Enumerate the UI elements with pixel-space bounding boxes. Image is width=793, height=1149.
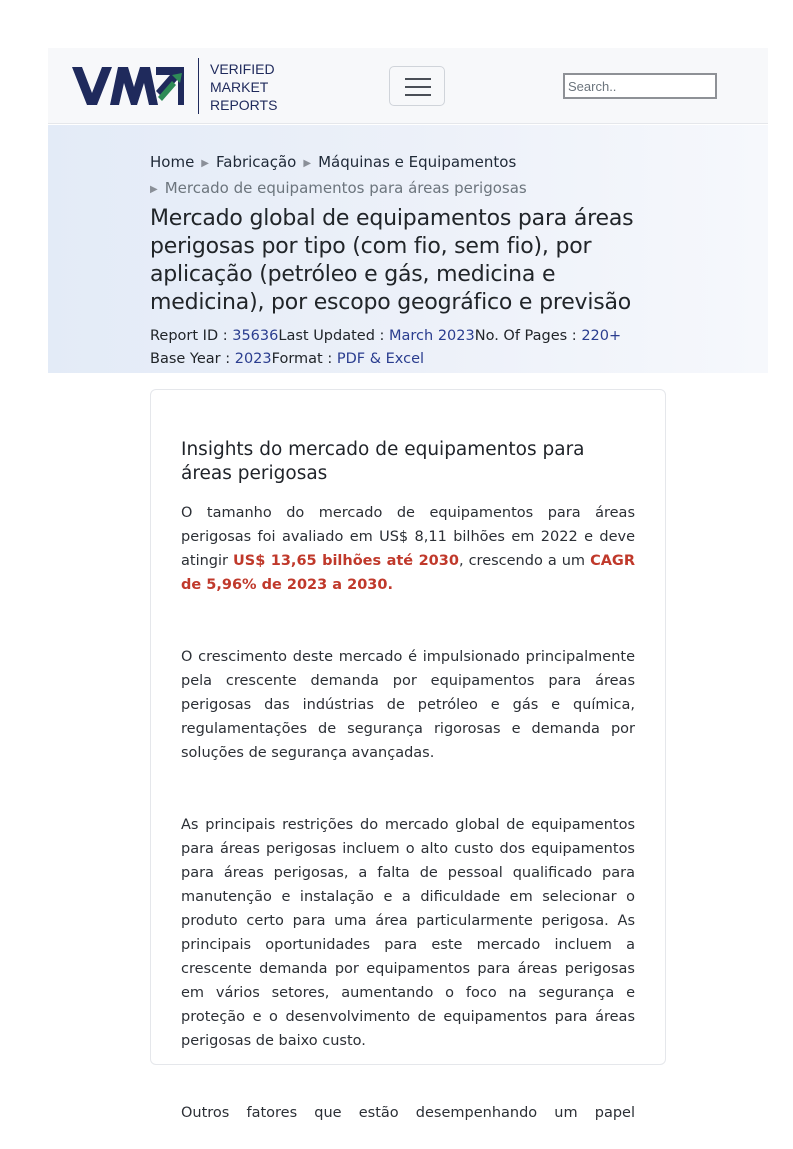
base-year-value: 2023: [234, 351, 272, 367]
report-meta-row-2: [150, 348, 670, 371]
report-meta: [150, 325, 670, 371]
pages-label: No. Of Pages :: [474, 328, 582, 344]
chevron-right-icon: ▶: [201, 158, 209, 169]
logo-word: MARKET: [210, 79, 269, 95]
p1-text-a: O tamanho do mercado de equipamentos para áreas perigosas foi avaliado em US$ 8,11 bilhões em 2022 e deve atingir: [181, 505, 635, 569]
breadcrumb: [150, 150, 670, 202]
chevron-right-icon: ▶: [303, 158, 312, 169]
search-input[interactable]: [563, 73, 717, 99]
vmr-logo-icon: [72, 67, 184, 105]
format-label: Format :: [271, 351, 337, 367]
insights-card: [150, 389, 666, 1121]
logo-word: REPORTS: [210, 97, 278, 113]
logo[interactable]: [72, 58, 184, 114]
p1-highlight-cagr: CAGR de 5,96% de 2023 a 2030.: [181, 553, 635, 593]
last-updated-label: Last Updated :: [278, 328, 390, 344]
hamburger-icon: [405, 86, 431, 88]
hamburger-icon: [405, 78, 431, 80]
report-id-label: Report ID :: [150, 328, 233, 344]
breadcrumb-fabricacao[interactable]: Fabricação: [216, 153, 297, 171]
insights-paragraph-2: O crescimento deste mercado é impulsionado principalmente pela crescente demanda por equipamentos para áreas perigosas das indústrias de petróleo e gás e química, regulamentações de segurança rigorosas e demanda por soluções de segurança avançadas.: [181, 649, 635, 761]
last-updated-value: March 2023: [389, 328, 475, 344]
breadcrumb-home[interactable]: Home: [150, 153, 195, 171]
breadcrumb-current: Mercado de equipamentos para áreas perigosas: [164, 179, 527, 197]
format-value: PDF & Excel: [336, 351, 425, 367]
hamburger-icon: [405, 94, 431, 96]
breadcrumb-maquinas[interactable]: Máquinas e Equipamentos: [318, 153, 517, 171]
pages-value: 220+: [581, 328, 622, 344]
logo-word: VERIFIED: [210, 61, 275, 77]
site-header: [48, 48, 768, 124]
insights-paragraph-3: As principais restrições do mercado global de equipamentos para áreas perigosas incluem o alto custo dos equipamentos para áreas perigosas, a falta de pessoal qualificado para manutenção e instalação e a dificuldade em selecionar o produto certo para uma área particularmente perigosa. As principais oportunidades para este mercado incluem a crescente demanda por equipamentos para áreas perigosas em vários setores, aumentando o foco na segurança e proteção e o desenvolvimento de equipamentos para áreas perigosas de baixo custo.: [181, 817, 635, 1049]
p1-highlight-value: US$ 13,65 bilhões até 2030: [233, 553, 459, 569]
report-meta-row-1: [150, 325, 670, 348]
p1-text-b: , crescendo a um: [458, 553, 591, 569]
menu-toggle-button[interactable]: [389, 66, 445, 106]
insights-body: [181, 501, 635, 1149]
insights-paragraph-4: Outros fatores que estão desempenhando um papel: [181, 1105, 635, 1121]
report-id-value: 35636: [232, 328, 279, 344]
report-hero: [48, 125, 768, 373]
page-title: Mercado global de equipamentos para áreas perigosas por tipo (com fio, sem fio), por aplicação (petróleo e gás, medicina e medicina), por escopo geográfico e previsão: [150, 206, 634, 315]
chevron-right-icon: ▶: [150, 184, 158, 195]
logo-divider: [198, 58, 199, 114]
insights-heading: Insights do mercado de equipamentos para áreas perigosas: [181, 439, 585, 484]
insights-paragraph-1: [181, 501, 635, 597]
logo-wordmark: [210, 60, 290, 114]
base-year-label: Base Year :: [150, 351, 235, 367]
